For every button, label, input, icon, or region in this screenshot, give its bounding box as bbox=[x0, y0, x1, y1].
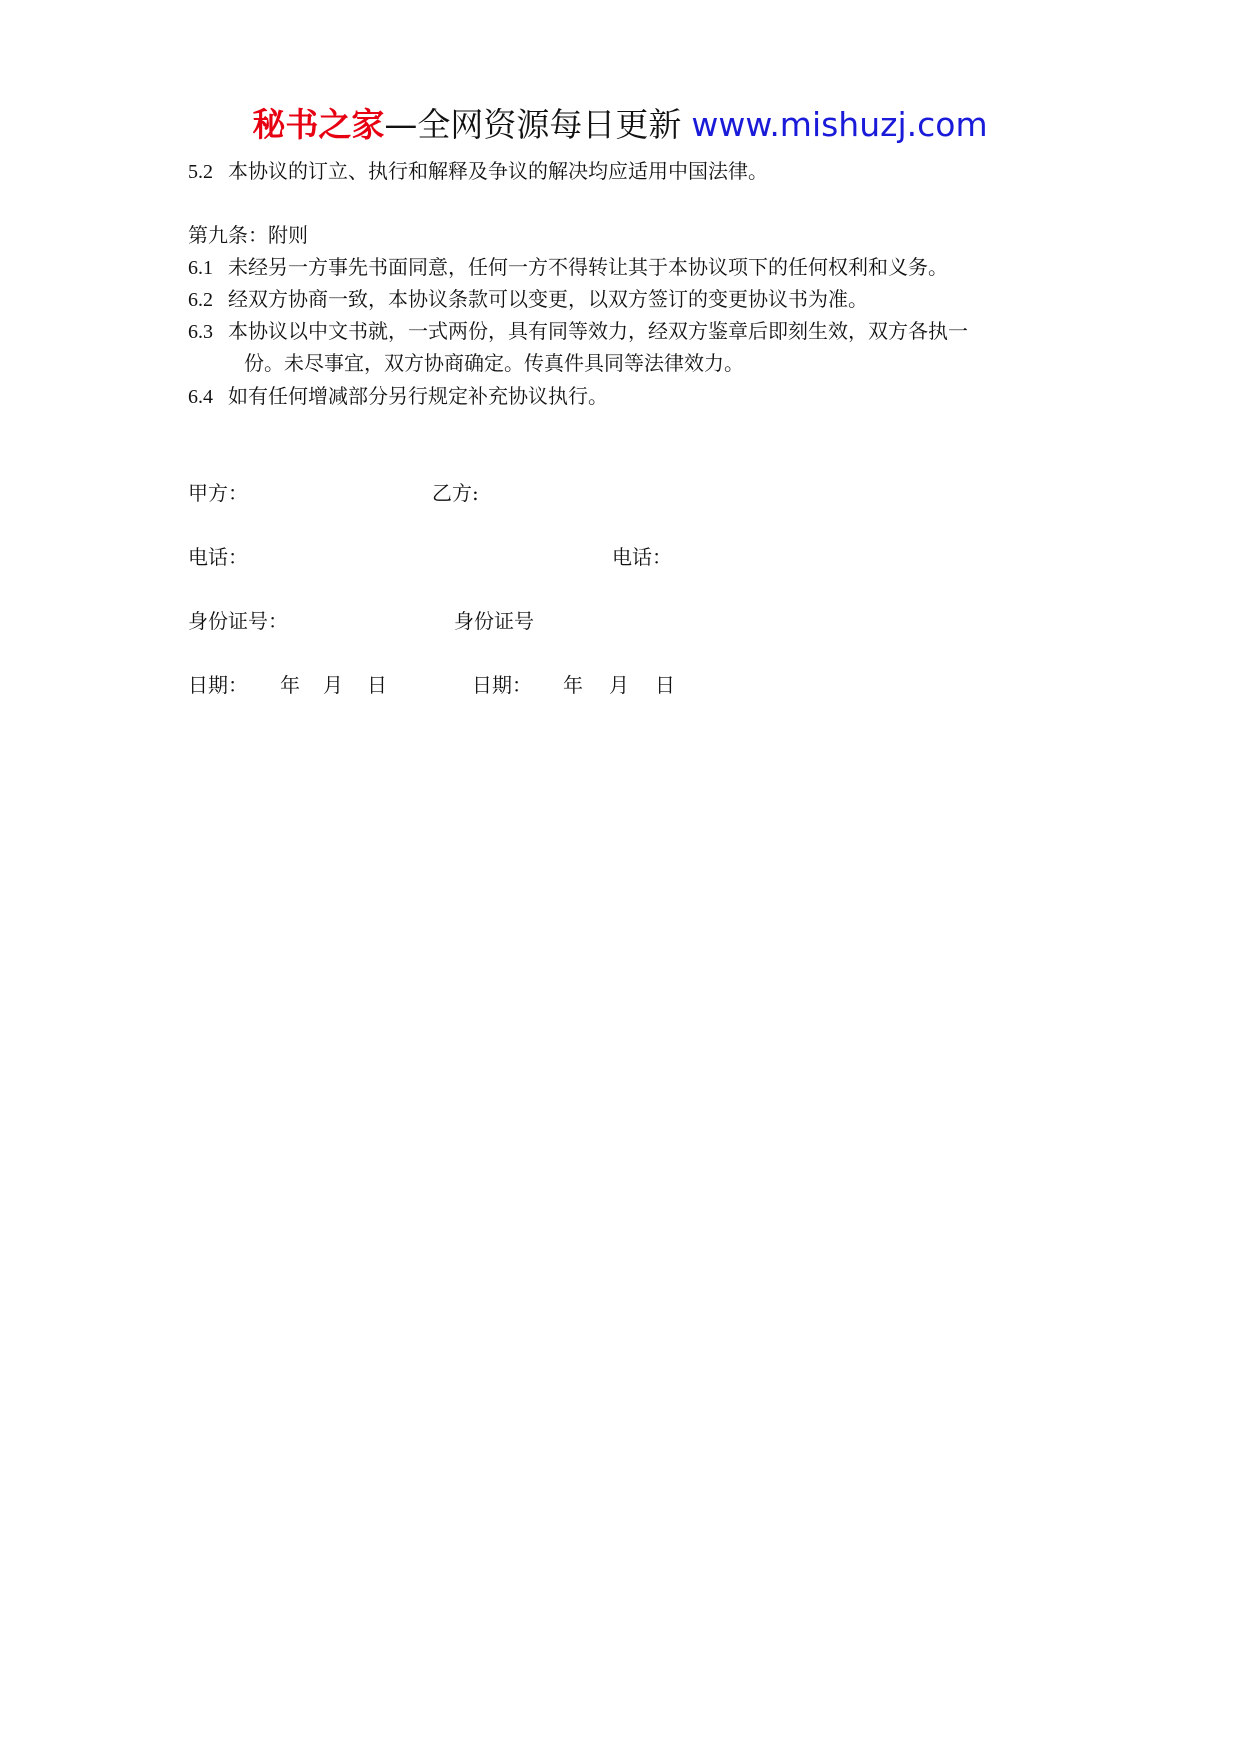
date-a-day: 日 bbox=[367, 673, 387, 697]
date-b-label: 日期： bbox=[472, 673, 532, 697]
date-b-year: 年 bbox=[563, 673, 583, 697]
clause-6-3-continuation: 份。未尽事宜，双方协商确定。传真件具同等法律效力。 bbox=[244, 351, 744, 375]
clause-number: 5.2 bbox=[188, 161, 213, 183]
clause-6-3 bbox=[188, 315, 968, 348]
header-url[interactable]: www.mishuzj.com bbox=[691, 105, 988, 144]
clause-number: 6.4 bbox=[188, 386, 213, 408]
header-brand: 秘书之家 bbox=[252, 105, 385, 144]
clause-text: 未经另一方事先书面同意，任何一方不得转让其于本协议项下的任何权利和义务。 bbox=[228, 255, 948, 279]
id-b-label: 身份证号 bbox=[454, 609, 534, 633]
date-b-month: 月 bbox=[609, 673, 629, 697]
clause-text: 本协议以中文书就，一式两份，具有同等效力，经双方鉴章后即刻生效，双方各执一 bbox=[228, 319, 968, 343]
clause-6-4 bbox=[188, 380, 608, 413]
date-a-month: 月 bbox=[323, 673, 343, 697]
header-tagline: —全网资源每日更新 bbox=[384, 105, 682, 144]
clause-number: 6.2 bbox=[188, 289, 213, 311]
clause-text: 经双方协商一致，本协议条款可以变更，以双方签订的变更协议书为准。 bbox=[228, 287, 868, 311]
date-b-day: 日 bbox=[655, 673, 675, 697]
party-b-label: 乙方: bbox=[432, 481, 479, 505]
clause-text: 本协议的订立、执行和解释及争议的解决均应适用中国法律。 bbox=[228, 159, 768, 183]
clause-number: 6.1 bbox=[188, 257, 213, 279]
clause-text: 如有任何增减部分另行规定补充协议执行。 bbox=[228, 384, 608, 408]
clause-6-1 bbox=[188, 251, 948, 284]
clause-6-2 bbox=[188, 283, 868, 316]
clause-number: 6.3 bbox=[188, 321, 213, 343]
id-a-label: 身份证号： bbox=[188, 609, 288, 633]
article-9-title: 第九条：附则 bbox=[188, 223, 308, 247]
clause-5-2 bbox=[188, 155, 768, 188]
page-header bbox=[0, 100, 1240, 150]
date-a-year: 年 bbox=[280, 673, 300, 697]
party-a-label: 甲方： bbox=[188, 481, 248, 505]
phone-b-label: 电话： bbox=[612, 545, 672, 569]
date-a-label: 日期： bbox=[188, 673, 248, 697]
phone-a-label: 电话： bbox=[188, 545, 248, 569]
